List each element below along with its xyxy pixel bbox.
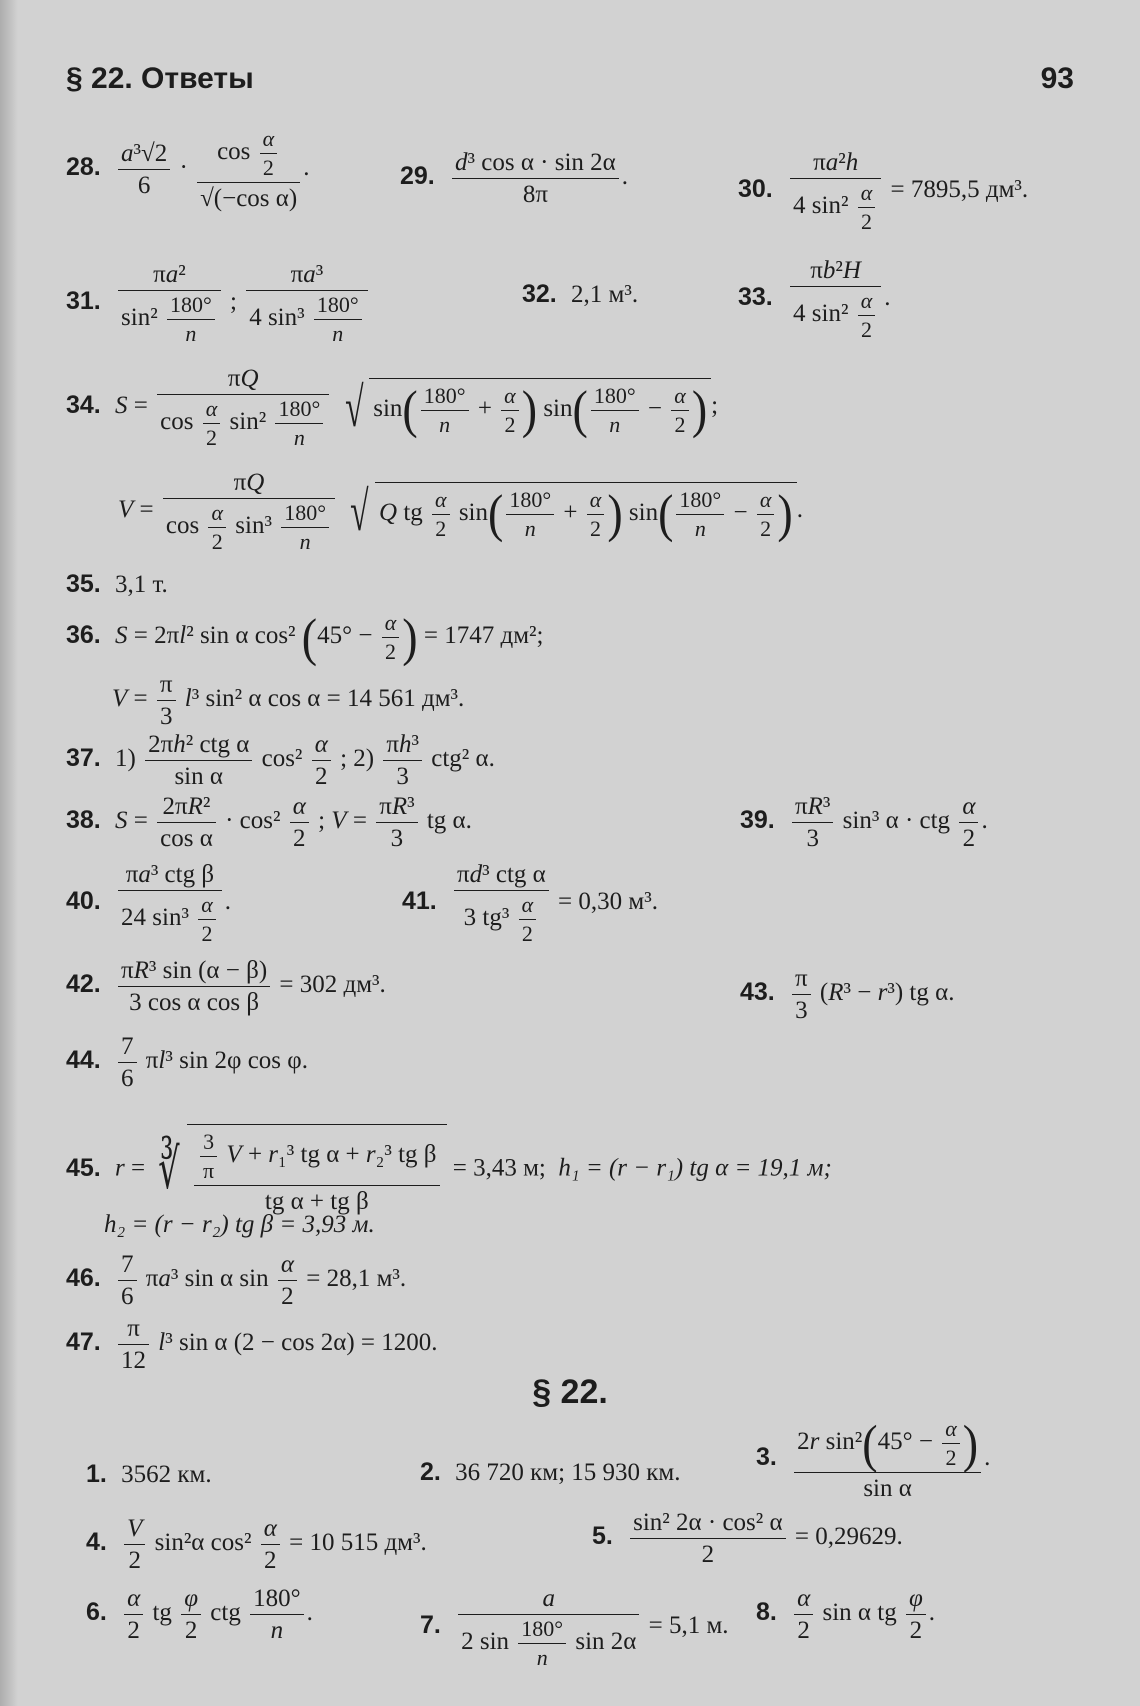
answer-39: 39. $\frac{\text{πR³}}{3}$ sin³ α · ctg $\frac{\alpha}{2}$ . xyxy=(740,793,988,852)
answer-36-s: 36. S = 2πl² sin α cos² (45° − $\frac{\alpha}{2}$ ) = 1747 дм²; xyxy=(66,607,544,667)
answer-35: 35. 3,1 т. xyxy=(66,570,168,598)
answer-34-s: 34. S = πQ cos $\frac{\alpha}{2}$ sin² $\frac{180^\circ}{n}$ √ sin( $\frac{180^\circ}{n}$ + $\frac{\alpha}{2}$ ) sin( $\frac{180^\circ}{n}$ − $\frac{\alpha}{2}$ ) ; xyxy=(66,365,719,450)
answer-43: 43. $\frac{\pi}{3}$ (R³ − r³) tg α. xyxy=(740,965,955,1024)
answer-28: 28. $\frac{\text{a³√2}}{6}$ · cos $\frac{\alpha}{2}$ √(−cos α) . xyxy=(66,126,310,212)
answer-37: 37. 1) $\frac{\text{2πh² ctg α}}{\text{sin α}}$ cos² $\frac{\alpha}{2}$ ; 2) $\frac{\text{πh³}}{3}$ ctg² α. xyxy=(66,731,495,790)
answer-s1: 1. 3562 км. xyxy=(86,1460,212,1488)
answer-42: 42. $\frac{\text{πR³ sin (α − β)}}{\text{3 cos α cos β}}$ = 302 дм³. xyxy=(66,957,386,1016)
answer-36-v: V = $\frac{\pi}{3}$ l³ sin² α cos α = 14 561 дм³. xyxy=(112,671,465,730)
answer-s5: 5. $\frac{\text{sin² 2α · cos² α}}{2}$ = 0,29629. xyxy=(592,1509,903,1568)
answer-38: 38. S = $\frac{\text{2πR²}}{\text{cos α}}$ · cos² $\frac{\alpha}{2}$ ; V = $\frac{\text{πR³}}{3}$ tg α. xyxy=(66,793,472,852)
answer-33: 33. πb²H 4 sin² $\frac{\alpha}{2}$ . xyxy=(738,257,891,342)
answer-47: 47. $\frac{\pi}{12}$ l³ sin α (2 − cos 2α) = 1200. xyxy=(66,1315,438,1374)
page-header xyxy=(66,62,1074,102)
answer-s7: 7. a 2 sin $\frac{180^\circ}{n}$ sin 2α = 5,1 м. xyxy=(420,1585,729,1670)
section-heading: § 22. xyxy=(532,1373,608,1411)
header-title: § 22. Ответы xyxy=(66,62,254,95)
answer-s8: 8. $\frac{\alpha}{2}$ sin α tg $\frac{\varphi}{2}$ . xyxy=(756,1585,936,1644)
answer-31: 31. πa² sin² $\frac{180^\circ}{n}$ ; πa³ 4 sin³ $\frac{180^\circ}{n}$ xyxy=(66,262,371,345)
answer-s2: 2. 36 720 км; 15 930 км. xyxy=(420,1458,681,1486)
answer-29: 29. $\frac{\text{d³ cos α · sin 2α}}{8\pi}$ . xyxy=(400,149,629,208)
answer-34-v: V = πQ cos $\frac{\alpha}{2}$ sin³ $\frac{180^\circ}{n}$ √ Q tg $\frac{\alpha}{2}$ sin( $\frac{180^\circ}{n}$ + $\frac{\alpha}{2}$ ) sin( $\frac{180^\circ}{n}$ − $\frac{\alpha}{2}$ ) . xyxy=(118,469,803,554)
answer-44: 44. $\frac{7}{6}$ πl³ sin 2φ cos φ. xyxy=(66,1033,308,1092)
page-number: 93 xyxy=(1040,62,1074,95)
answer-41: 41. πd³ ctg α 3 tg³ $\frac{\alpha}{2}$ = 0,30 м³. xyxy=(402,861,658,946)
answer-32: 32. 2,1 м³. xyxy=(522,280,639,308)
answer-45-h2: h₂ = (r − r₂) tg β = 3,93 м. xyxy=(104,1211,375,1238)
answer-30: 30. πa²h 4 sin² $\frac{\alpha}{2}$ = 7895,5 дм³. xyxy=(738,149,1029,234)
answer-s6: 6. $\frac{\alpha}{2}$ tg $\frac{\varphi}{2}$ ctg $\frac{180^\circ}{n}$ . xyxy=(86,1585,313,1644)
answer-45: 45. r = ∛ $\frac{3}{\pi}$ V + r₁³ tg α + r₂³ tg β tg α + tg β = 3,43 м; h₁ = (r − r₁) tg α = 19,1 м; xyxy=(66,1124,832,1216)
answer-s4: 4. $\frac{V}{2}$ sin²α cos² $\frac{\alpha}{2}$ = 10 515 дм³. xyxy=(86,1515,427,1574)
answer-40: 40. πa³ ctg β 24 sin³ $\frac{\alpha}{2}$ . xyxy=(66,861,231,946)
answer-s3: 3. 2r sin²(45° − $\frac{\alpha}{2}$ ) sin α . xyxy=(756,1413,991,1502)
answer-46: 46. $\frac{7}{6}$ πa³ sin α sin $\frac{\alpha}{2}$ = 28,1 м³. xyxy=(66,1251,407,1310)
